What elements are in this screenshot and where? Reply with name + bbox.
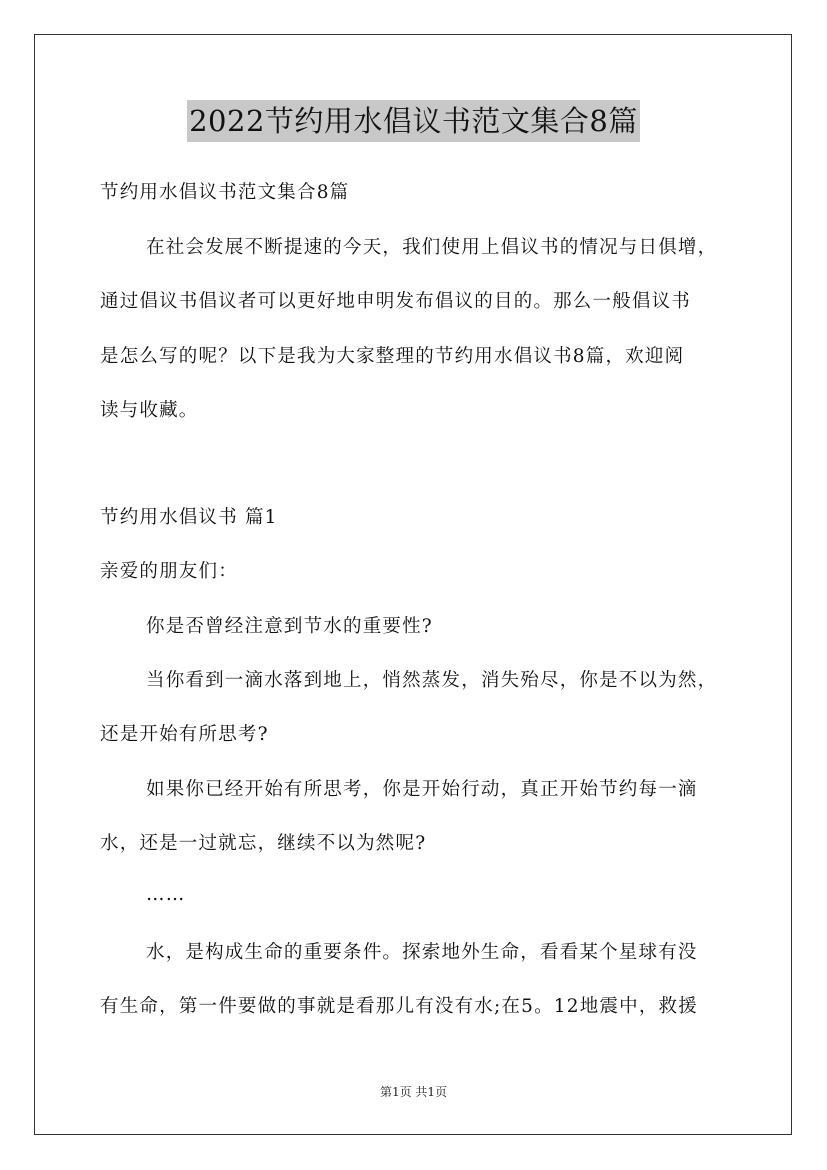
salutation-line: 亲爱的朋友们：: [100, 561, 238, 582]
paragraph-line: 如果你已经开始有所思考，你是开始行动，真正开始节约每一滴: [146, 779, 698, 800]
paragraph-line: 还是开始有所思考?: [100, 724, 269, 745]
paragraph-line: 你是否曾经注意到节水的重要性?: [146, 616, 433, 637]
document-title: 2022节约用水倡议书范文集合8篇: [187, 100, 640, 142]
paragraph-line: 是怎么写的呢？以下是我为大家整理的节约用水倡议书8篇，欢迎阅: [100, 346, 685, 367]
paragraph-line: 当你看到一滴水落到地上，悄然蒸发，消失殆尽，你是不以为然，: [146, 670, 718, 691]
paragraph-line: 有生命，第一件要做的事就是看那儿有没有水;在5。12地震中，救援: [100, 996, 698, 1017]
ellipsis-line: ……: [146, 884, 186, 905]
paragraph-line: 读与收藏。: [100, 400, 199, 421]
paragraph-line: 通过倡议书倡议者可以更好地申明发布倡议的目的。那么一般倡议书: [100, 291, 692, 312]
paragraph-line: 在社会发展不断提速的今天，我们使用上倡议书的情况与日俱增，: [146, 237, 718, 258]
paragraph-line: 水，是构成生命的重要条件。探索地外生命，看看某个星球有没: [146, 942, 698, 963]
paragraph-line: 水，还是一过就忘，继续不以为然呢?: [100, 833, 427, 854]
title-container: [0, 100, 827, 142]
page-footer: 第1页 共1页: [379, 1085, 448, 1099]
subtitle-line: 节约用水倡议书范文集合8篇: [100, 182, 350, 203]
section-heading: 节约用水倡议书 篇1: [100, 507, 278, 528]
